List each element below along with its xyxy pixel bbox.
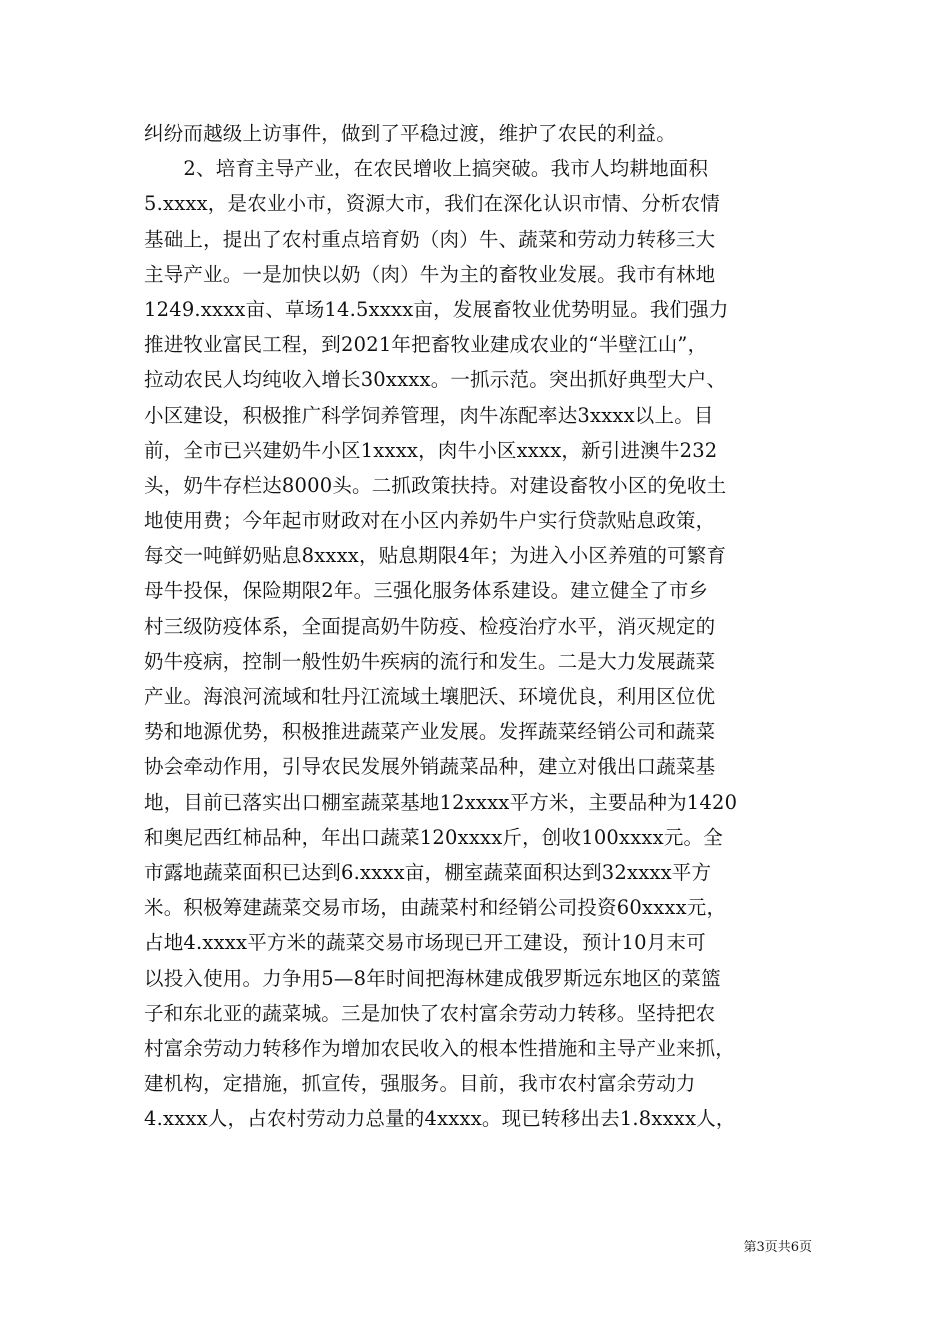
text-line: 势和地源优势，积极推进蔬菜产业发展。发挥蔬菜经销公司和蔬菜 <box>144 720 716 744</box>
text-line: 头，奶牛存栏达8000头。二抓政策扶持。对建设畜牧小区的免收土 <box>144 473 727 497</box>
page-number-footer: 第3页共6页 <box>743 1240 812 1255</box>
text-line: 前，全市已兴建奶牛小区1xxxx，肉牛小区xxxx，新引进澳牛232 <box>144 438 718 462</box>
text-line: 主导产业。一是加快以奶（肉）牛为主的畜牧业发展。我市有林地 <box>144 262 716 286</box>
text-line: 村富余劳动力转移作为增加农民收入的根本性措施和主导产业来抓， <box>144 1036 736 1060</box>
text-line: 1249.xxxx亩、草场14.5xxxx亩，发展畜牧业优势明显。我们强力 <box>144 297 729 321</box>
text-line: 母牛投保，保险期限2年。三强化服务体系建设。建立健全了市乡 <box>144 579 709 603</box>
text-line: 子和东北亚的蔬菜城。三是加快了农村富余劳动力转移。坚持把农 <box>144 1001 716 1025</box>
text-line: 协会牵动作用，引导农民发展外销蔬菜品种，建立对俄出口蔬菜基 <box>144 755 716 779</box>
text-line: 基础上，提出了农村重点培育奶（肉）牛、蔬菜和劳动力转移三大 <box>144 227 716 251</box>
text-line: 奶牛疫病，控制一般性奶牛疾病的流行和发生。二是大力发展蔬菜 <box>144 649 716 673</box>
text-line: 产业。海浪河流域和牡丹江流域土壤肥沃、环境优良，利用区位优 <box>144 685 716 708</box>
text-line: 米。积极筹建蔬菜交易市场，由蔬菜村和经销公司投资60xxxx元， <box>144 896 727 920</box>
text-line: 5.xxxx，是农业小市，资源大市，我们在深化认识市情、分析农情 <box>144 192 720 216</box>
text-line: 地，目前已落实出口棚室蔬菜基地12xxxx平方米，主要品种为1420 <box>144 790 738 814</box>
text-line: 拉动农民人均纯收入增长30xxxx。一抓示范。突出抓好典型大户、 <box>144 368 727 392</box>
text-line: 4.xxxx人，占农村劳动力总量的4xxxx。现已转移出去1.8xxxx人， <box>144 1107 736 1131</box>
text-line: 村三级防疫体系，全面提高奶牛防疫、检疫治疗水平，消灭规定的 <box>144 614 716 638</box>
text-line: 建机构，定措施，抓宣传，强服务。目前，我市农村富余劳动力 <box>144 1072 696 1096</box>
text-line: 推进牧业富民工程，到2021年把畜牧业建成农业的“半壁江山”， <box>144 333 708 357</box>
text-line: 小区建设，积极推广科学饲养管理，肉牛冻配率达3xxxx以上。目 <box>144 403 714 427</box>
text-line: 占地4.xxxx平方米的蔬菜交易市场现已开工建设，预计10月末可 <box>144 931 706 955</box>
text-line: 纠纷而越级上访事件，做到了平稳过渡，维护了农民的利益。 <box>144 122 676 145</box>
text-line: 和奥尼西红柿品种，年出口蔬菜120xxxx斤，创收100xxxx元。全 <box>144 825 723 849</box>
text-line: 以投入使用。力争用5—8年时间把海林建成俄罗斯远东地区的菜篮 <box>144 966 721 990</box>
text-line: 地使用费；今年起市财政对在小区内养奶牛户实行贷款贴息政策， <box>144 509 716 533</box>
text-line: 市露地蔬菜面积已达到6.xxxx亩，棚室蔬菜面积达到32xxxx平方 <box>144 860 712 884</box>
text-line: 每交一吨鲜奶贴息8xxxx，贴息期限4年；为进入小区养殖的可繁育 <box>144 544 727 568</box>
text-line: 2、培育主导产业，在农民增收上搞突破。我市人均耕地面积 <box>144 157 709 181</box>
body-text <box>144 116 812 1136</box>
